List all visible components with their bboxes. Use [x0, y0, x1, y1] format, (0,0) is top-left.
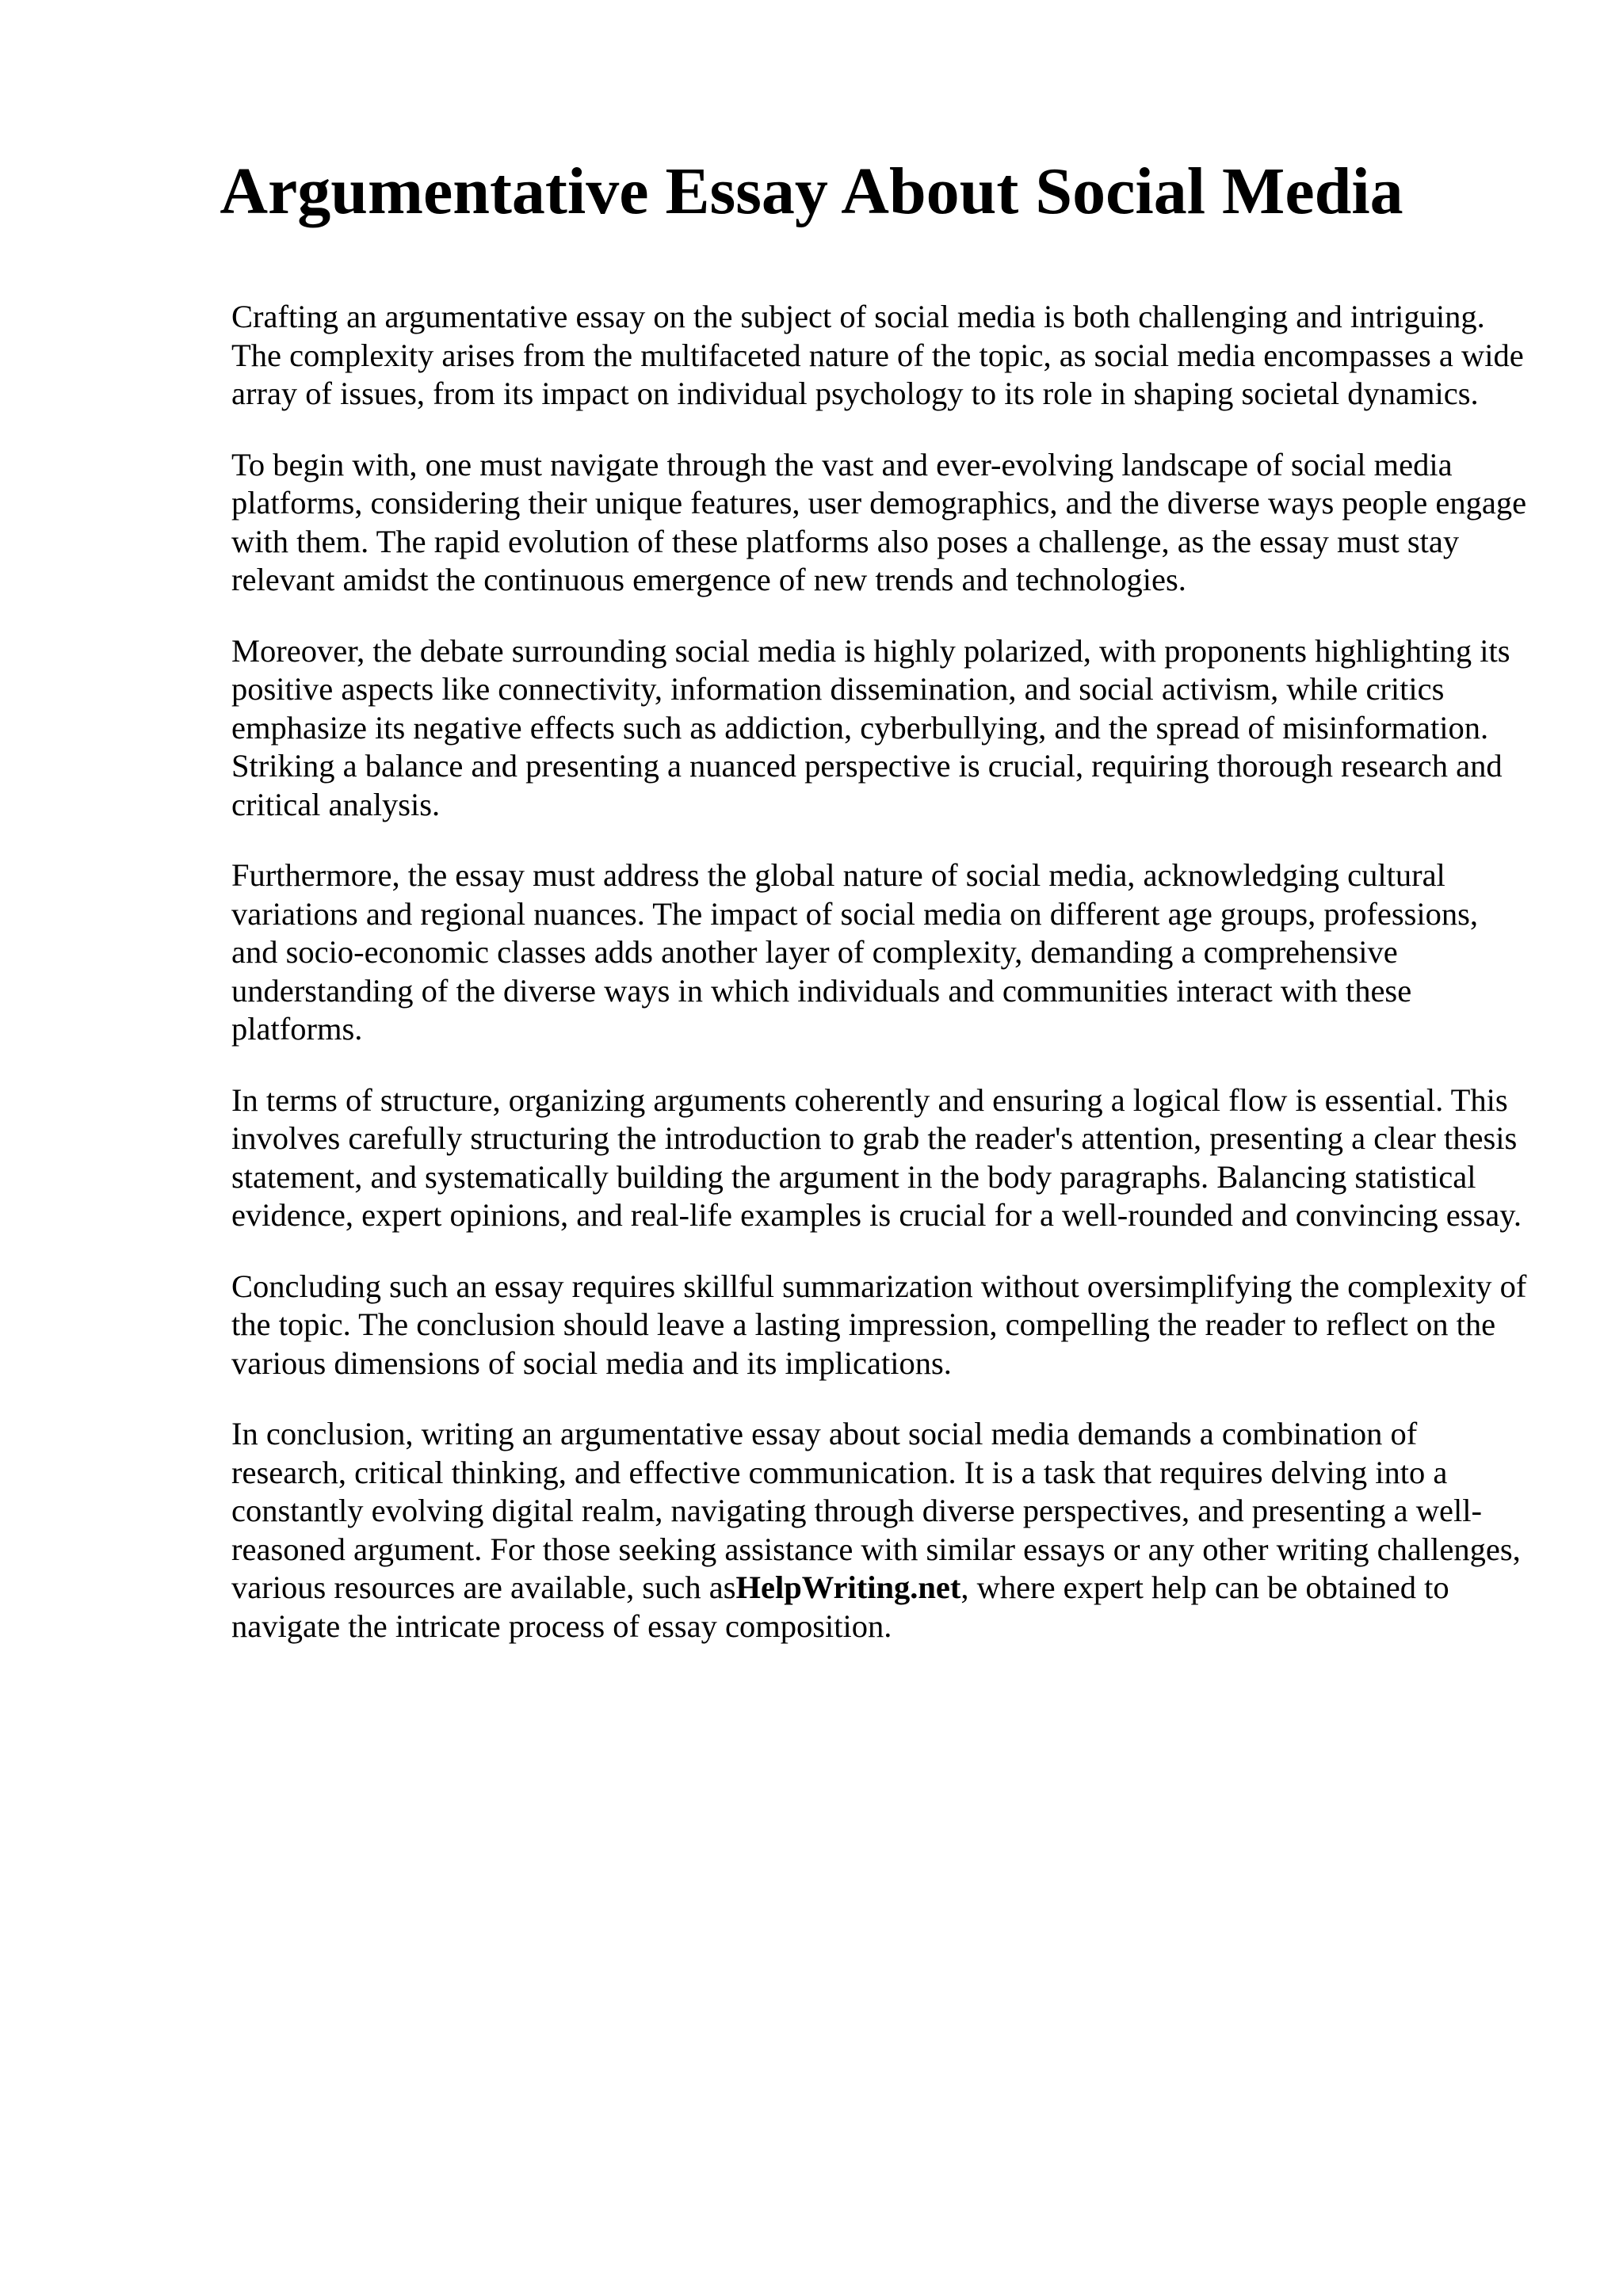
- paragraph-5: In terms of structure, organizing arguments coherently and ensuring a logical flow is essential. This involves carefully structuring the introduction to grab the reader's attention, presenting a clear thesis statement, and systematically building the argument in the body paragraphs. Balancing statistical evidence, expert opinions, and real-life examples is crucial for a well-rounded and convincing essay.: [231, 1081, 1522, 1233]
- paragraph-3: Moreover, the debate surrounding social media is highly polarized, with proponents highlighting its positive aspects like connectivity, information dissemination, and social activism, while critics emphasize its negative effects such as addiction, cyberbullying, and the spread of misinformation. Striking a balance and presenting a nuanced perspective is crucial, requiring thorough research and critical analysis.: [231, 632, 1510, 822]
- paragraph-1: Crafting an argumentative essay on the subject of social media is both challenging and intriguing. The complexity arises from the multifaceted nature of the topic, as social media encompasses a wide array of issues, from its impact on individual psychology to its role in shaping societal dynamics.: [231, 299, 1524, 411]
- paragraph-6: Concluding such an essay requires skillful summarization without oversimplifying the complexity of the topic. The conclusion should leave a lasting impression, compelling the reader to reflect on the various dimensions of social media and its implications.: [231, 1268, 1527, 1381]
- paragraph-7: [231, 1415, 1531, 1646]
- paragraph-4: Furthermore, the essay must address the global nature of social media, acknowledging cultural variations and regional nuances. The impact of social media on different age groups, professions, and socio-economic classes adds another layer of complexity, demanding a comprehensive understanding of the diverse ways in which individuals and communities interact with these platforms.: [231, 857, 1479, 1047]
- paragraph-2: To begin with, one must navigate through the vast and ever-evolving landscape of social media platforms, considering their unique features, user demographics, and the diverse ways people engage with them. The rapid evolution of these platforms also poses a challenge, as the essay must stay relevant amidst the continuous emergence of new trends and technologies.: [231, 446, 1527, 597]
- page-title: Argumentative Essay About Social Media: [220, 154, 1403, 228]
- helpwriting-link[interactable]: HelpWriting.net: [735, 1569, 961, 1605]
- paragraph-7-text-before: In conclusion, writing an argumentative essay about social media demands a combination of research, critical thinking, and effective communication. It is a task that requires delving into a constantly evolving digital realm, navigating through diverse perspectives, and presenting a well-reasoned argument. For those seeking assistance with similar essays or any other writing challenges, various resources are available, such as: [231, 1416, 1521, 1605]
- essay-body: [231, 298, 1531, 1678]
- paragraph-7-text-after: , where expert help can be obtained to navigate the intricate process of essay composition.: [231, 1569, 1449, 1644]
